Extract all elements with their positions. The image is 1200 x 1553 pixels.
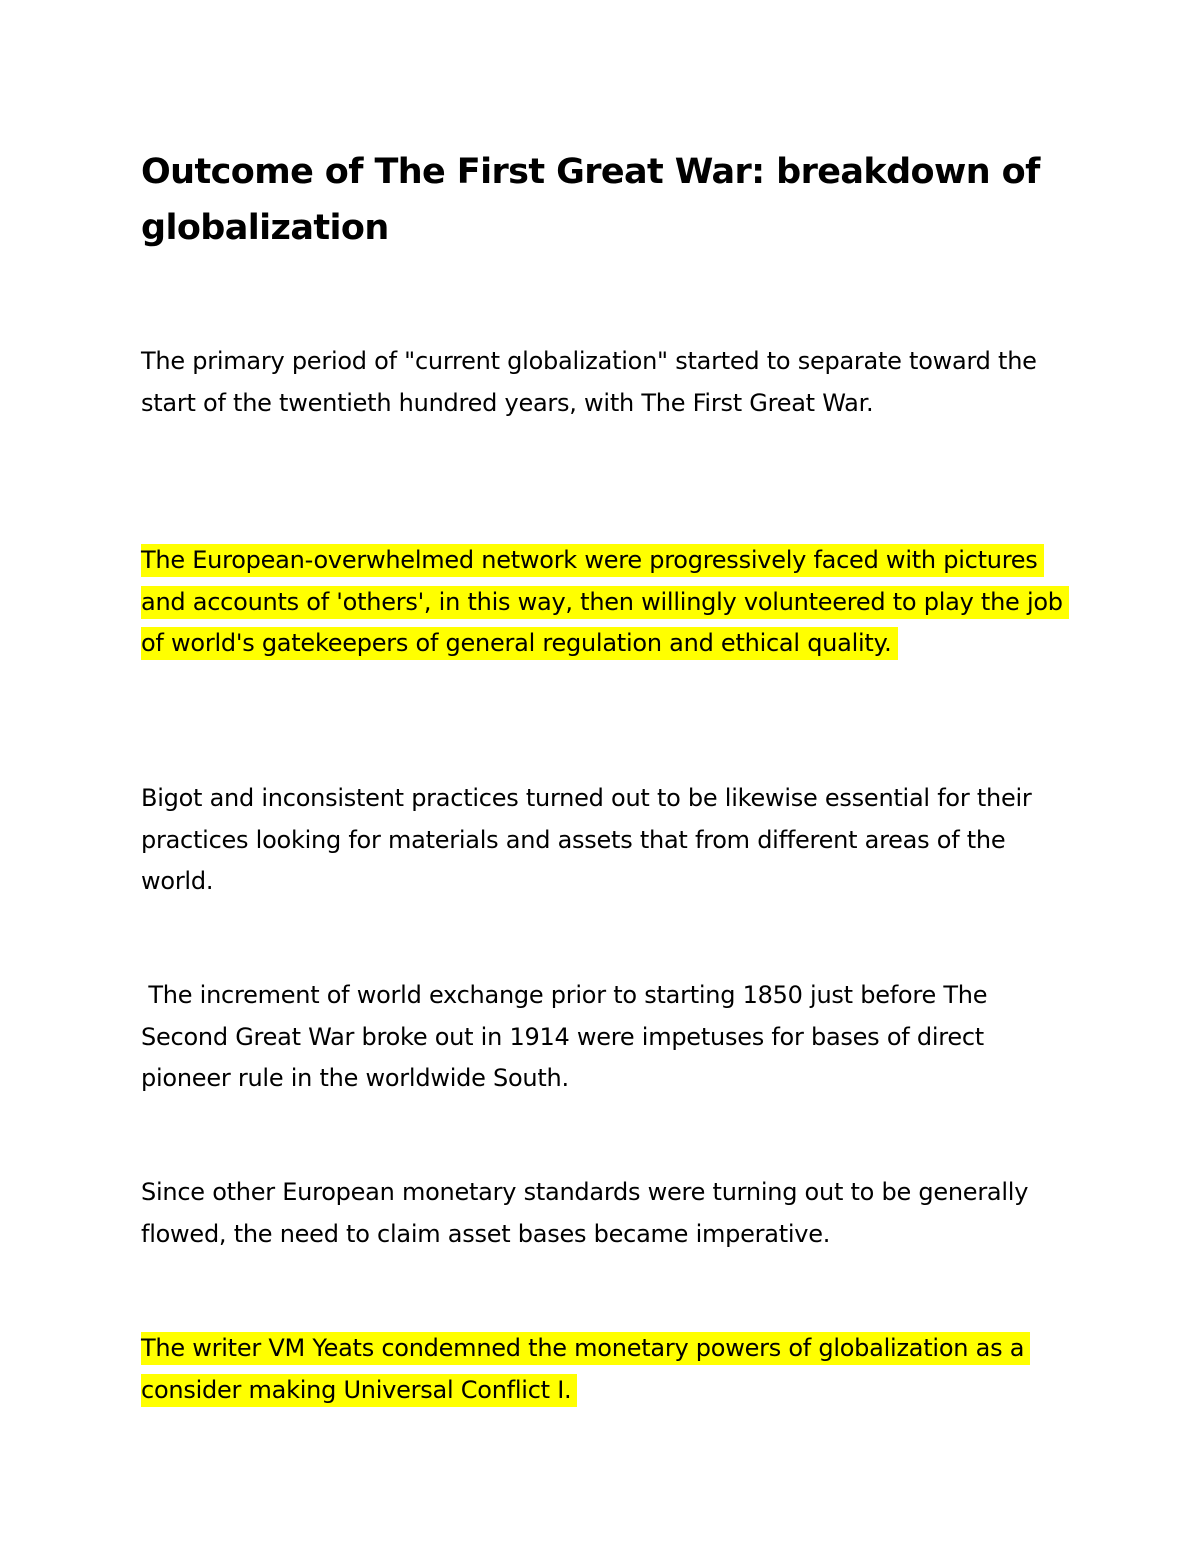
paragraph-text: The primary period of "current globalization" started to separate toward the start of the twentieth hundred years, with The First Great War.	[141, 347, 1037, 417]
highlighted-text: The writer VM Yeats condemned the monetary powers of globalization as a consider making Universal Conflict I.	[141, 1332, 1030, 1407]
paragraph-text: Since other European monetary standards were turning out to be generally flowed, the need to claim asset bases became imperative.	[141, 1178, 1029, 1248]
highlighted-text: The European-overwhelmed network were progressively faced with pictures and accounts of 'others', in this way, then willingly volunteered to play the job of world's gatekeepers of general regulation and ethical quality.	[141, 544, 1069, 660]
paragraph-yeats-highlighted	[141, 1328, 1071, 1411]
paragraph-text: Bigot and inconsistent practices turned out to be likewise essential for their practices looking for materials and assets that from different areas of the world.	[141, 784, 1032, 895]
paragraph-text: The increment of world exchange prior to starting 1850 just before The Second Great War broke out in 1914 were impetuses for bases of direct pioneer rule in the worldwide South.	[141, 981, 995, 1092]
paragraph-bigot-practices	[141, 778, 1071, 903]
paragraph-monetary-standards	[141, 1172, 1071, 1255]
paragraph-gatekeepers-highlighted	[141, 540, 1071, 665]
paragraph-current-globalization	[141, 341, 1071, 424]
document-title: Outcome of The First Great War: breakdown of globalization	[141, 152, 1040, 248]
paragraph-world-exchange	[141, 975, 1071, 1100]
